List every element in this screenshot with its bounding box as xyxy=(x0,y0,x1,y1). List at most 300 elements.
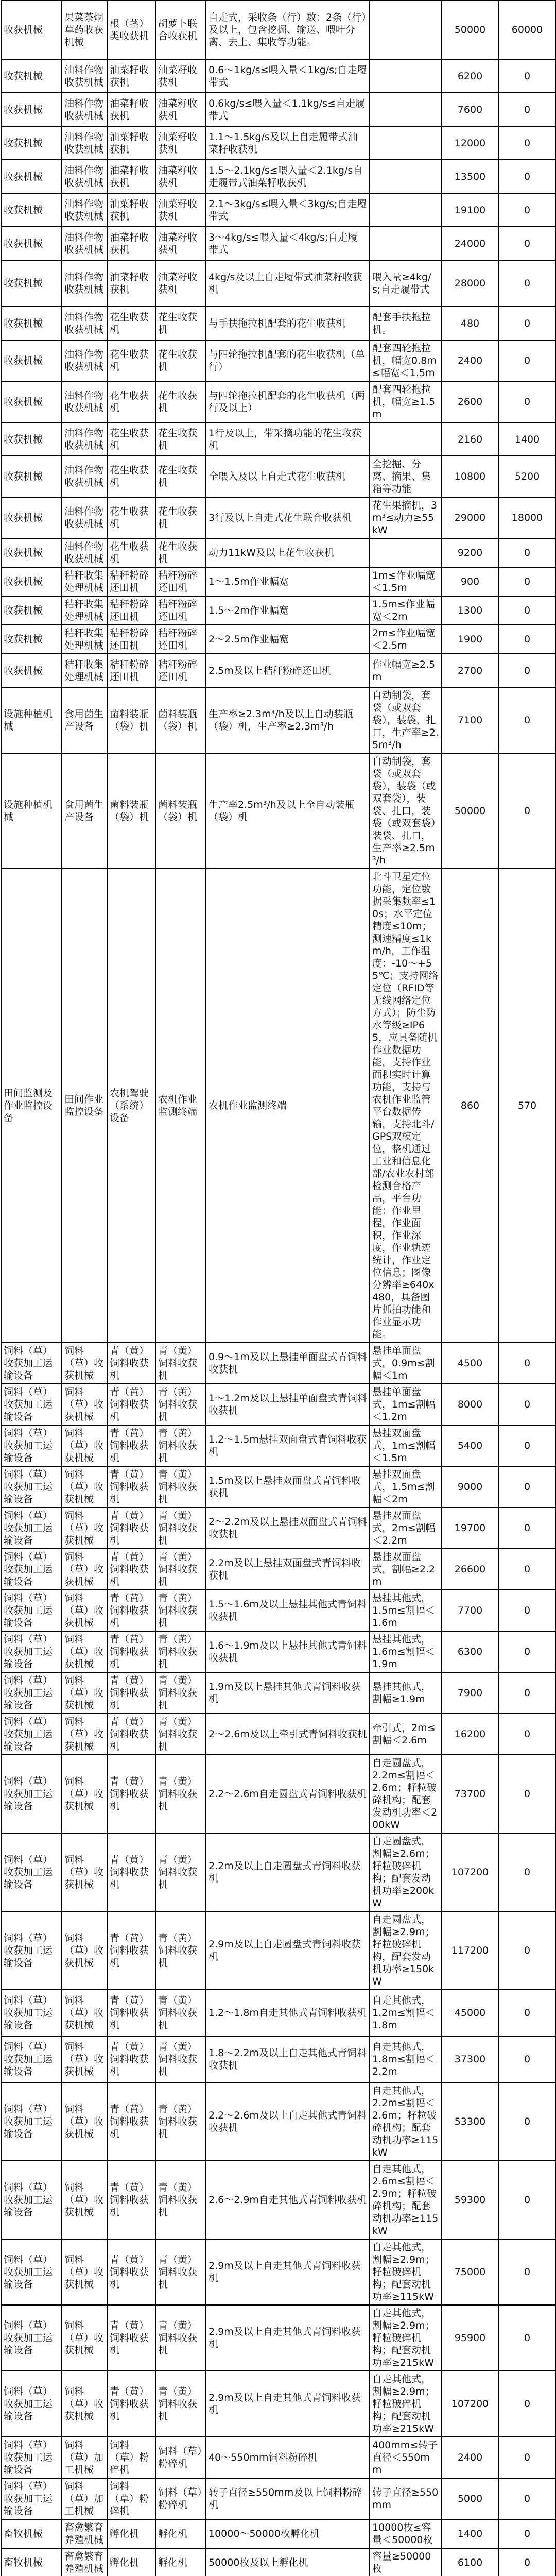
table-cell: 6200 xyxy=(442,59,498,93)
table-cell: 油料作物收获机械 xyxy=(62,340,107,381)
table-row xyxy=(1,1911,556,1990)
table-cell: 胡萝卜联合收获机 xyxy=(155,1,206,59)
table-cell: 配套四轮拖拉机，幅宽0.8m≤幅宽＜1.5m xyxy=(370,340,442,381)
table-cell: 饲料（草）粉碎机 xyxy=(155,2478,206,2519)
table-cell: 油菜籽收获机 xyxy=(107,59,155,93)
table-cell: 18000 xyxy=(498,497,556,538)
table-cell: 0 xyxy=(498,1672,556,1714)
table-cell: 0 xyxy=(498,1425,556,1466)
table-cell: 0 xyxy=(498,753,556,869)
table-cell: 9200 xyxy=(442,538,498,567)
table-cell: 0 xyxy=(498,2161,556,2239)
table-cell: 饲料（草）收获机械 xyxy=(62,2239,107,2305)
table-cell: 饲料（草）收获机械 xyxy=(62,1833,107,1911)
table-cell: 自走圆盘式，2.2m≤割幅＜2.6m；籽粒破碎机构；配套发动机功率＜200kW xyxy=(370,1755,442,1833)
table-cell: 饲料（草）收获加工运输设备 xyxy=(1,2305,62,2371)
table-cell: 自走其他式，1.8m≤割幅＜2.2m xyxy=(370,2036,442,2082)
table-cell: 0 xyxy=(498,160,556,193)
table-cell: 0 xyxy=(498,1466,556,1507)
table-cell: 油料作物收获机械 xyxy=(62,260,107,307)
table-row xyxy=(1,1672,556,1714)
table-cell: 自动制袋，套袋（或双套袋），装袋，扎口，生产率≥2.5m³/h xyxy=(370,687,442,753)
table-cell: 0 xyxy=(498,2082,556,2161)
table-cell: 油菜籽收获机 xyxy=(155,193,206,227)
table-row xyxy=(1,2161,556,2239)
table-cell: 饲料（草）收获加工运输设备 xyxy=(1,1343,62,1384)
table-cell: 饲料（草）收获加工运输设备 xyxy=(1,1425,62,1466)
table-cell: 860 xyxy=(442,869,498,1343)
table-cell: 油料作物收获机械 xyxy=(62,307,107,340)
table-cell: 花生收获机 xyxy=(107,307,155,340)
table-cell: 13500 xyxy=(442,160,498,193)
table-cell: 0 xyxy=(498,126,556,160)
table-row xyxy=(1,126,556,160)
table-cell: 容量≥50000枚 xyxy=(370,2548,442,2576)
table-cell: 50000 xyxy=(442,1,498,59)
table-cell: 悬挂单面盘式，0.9m≤割幅＜1m xyxy=(370,1343,442,1384)
table-cell: 饲料（草）收获加工运输设备 xyxy=(1,2082,62,2161)
table-cell xyxy=(370,227,442,260)
table-cell: 5400 xyxy=(442,1425,498,1466)
table-cell: 饲料（草）收获加工运输设备 xyxy=(1,2371,62,2437)
table-cell: 0 xyxy=(498,1384,556,1425)
table-cell: 1.5～1.6m及以上悬挂其他式青饲料收获机 xyxy=(206,1590,370,1631)
table-cell: 2～2.2m及以上悬挂双面盘式青饲料收获机 xyxy=(206,1507,370,1549)
table-cell: 孵化机 xyxy=(155,2519,206,2548)
table-cell xyxy=(370,193,442,227)
table-cell: 收获机械 xyxy=(1,1,62,59)
table-cell xyxy=(370,538,442,567)
table-cell: 0 xyxy=(498,1833,556,1911)
table-cell: 与四轮拖拉机配套的花生收获机（单行） xyxy=(206,340,370,381)
table-row xyxy=(1,654,556,687)
table-cell: 秸秆粉碎还田机 xyxy=(107,567,155,596)
table-cell: 油菜籽收获机 xyxy=(155,126,206,160)
table-cell: 青（黄）饲料收获机 xyxy=(107,2161,155,2239)
table-cell: 油菜籽收获机 xyxy=(107,93,155,126)
table-cell: 饲料（草）收获机械 xyxy=(62,1507,107,1549)
table-cell: 19100 xyxy=(442,193,498,227)
table-cell: 饲料（草）收获加工运输设备 xyxy=(1,1466,62,1507)
table-cell: 2.2m及以上悬挂双面盘式青饲料收获机 xyxy=(206,1549,370,1590)
table-cell: 悬挂其他式，割幅≥1.9m xyxy=(370,1672,442,1714)
table-cell: 饲料（草）收获机械 xyxy=(62,1990,107,2036)
table-row xyxy=(1,753,556,869)
table-cell: 饲料（草）加工机械 xyxy=(62,2437,107,2478)
table-cell: 秸秆粉碎还田机 xyxy=(155,596,206,625)
table-cell: 花生收获机 xyxy=(107,422,155,456)
table-cell: 悬挂双面盘式，1.5m≤割幅＜2m xyxy=(370,1466,442,1507)
table-cell: 73700 xyxy=(442,1755,498,1833)
table-cell: 秸秆收集处理机械 xyxy=(62,596,107,625)
table-cell: 75000 xyxy=(442,2239,498,2305)
table-cell: 2.6～2.9m自走其他式青饲料收获机 xyxy=(206,2161,370,2239)
table-cell: 秸秆收集处理机械 xyxy=(62,567,107,596)
table-cell: 青（黄）饲料收获机 xyxy=(107,2036,155,2082)
table-cell: 2600 xyxy=(442,381,498,422)
table-cell: 收获机械 xyxy=(1,422,62,456)
table-cell: 0.9～1m及以上悬挂单面盘式青饲料收获机 xyxy=(206,1343,370,1384)
table-cell: 107200 xyxy=(442,1833,498,1911)
table-cell: 青（黄）饲料收获机 xyxy=(155,2036,206,2082)
table-cell: 107200 xyxy=(442,2371,498,2437)
table-cell: 1～1.5m作业幅宽 xyxy=(206,567,370,596)
table-cell: 菌料装瓶（袋）机 xyxy=(107,687,155,753)
table-cell: 饲料（草）收获加工运输设备 xyxy=(1,1384,62,1425)
table-cell: 8000 xyxy=(442,1384,498,1425)
table-cell: 全喂入及以上自走式花生收获机 xyxy=(206,456,370,497)
table-cell: 自走其他式，2.2m≤割幅＜2.6m；籽粒破碎机构；配套动机功率≥115kW xyxy=(370,2082,442,2161)
table-row xyxy=(1,2519,556,2548)
table-cell xyxy=(370,59,442,93)
table-cell: 配套手扶拖拉机。 xyxy=(370,307,442,340)
table-cell: 青（黄）饲料收获机 xyxy=(155,1590,206,1631)
table-cell: 570 xyxy=(498,869,556,1343)
table-cell: 饲料（草）收获机械 xyxy=(62,1343,107,1384)
table-cell: 花生收获机 xyxy=(155,422,206,456)
table-cell: 花生收获机 xyxy=(155,456,206,497)
table-cell: 饲料（草）收获加工运输设备 xyxy=(1,1911,62,1990)
table-cell: 油菜籽收获机 xyxy=(155,227,206,260)
table-row xyxy=(1,625,556,654)
table-cell: 果菜茶烟草药收获机械 xyxy=(62,1,107,59)
table-cell: 油菜籽收获机 xyxy=(155,93,206,126)
table-cell: 油菜籽收获机 xyxy=(107,160,155,193)
table-cell: 青（黄）饲料收获机 xyxy=(155,1755,206,1833)
table-cell: 油料作物收获机械 xyxy=(62,160,107,193)
table-cell: 与四轮拖拉机配套的花生收获机（两行及以上） xyxy=(206,381,370,422)
table-cell: 0 xyxy=(498,260,556,307)
table-cell: 0 xyxy=(498,1714,556,1755)
table-cell: 菌料装瓶（袋）机 xyxy=(155,687,206,753)
table-cell: 2.1～3kg/s≤喂入量＜3kg/s;自走履带式 xyxy=(206,193,370,227)
table-cell: 9000 xyxy=(442,1466,498,1507)
table-cell: 0 xyxy=(498,1549,556,1590)
table-row xyxy=(1,422,556,456)
table-cell: 自走式，采收条（行）数：2条（行）及以上，包含挖掘、输送、喂叶分离、去土、集收等功能。 xyxy=(206,1,370,59)
table-cell: 0 xyxy=(498,654,556,687)
table-cell: 1m≤作业幅宽＜1.5m xyxy=(370,567,442,596)
table-cell: 0 xyxy=(498,2519,556,2548)
table-cell: 青（黄）饲料收获机 xyxy=(155,1631,206,1672)
table-cell: 饲料（草）收获机械 xyxy=(62,1425,107,1466)
table-cell: 自走其他式，2.6m≤割幅＜2.9m；籽粒破碎机构；配套动机功率≥115kW xyxy=(370,2161,442,2239)
table-cell: 饲料（草）收获加工运输设备 xyxy=(1,1590,62,1631)
table-cell: 畜牧机械 xyxy=(1,2519,62,2548)
table-cell: 1900 xyxy=(442,625,498,654)
table-cell: 青（黄）饲料收获机 xyxy=(107,1425,155,1466)
table-cell: 青（黄）饲料收获机 xyxy=(107,2305,155,2371)
table-row xyxy=(1,497,556,538)
table-cell: 青（黄）饲料收获机 xyxy=(155,2371,206,2437)
table-cell: 悬挂其他式，1.6m≤割幅＜1.9m xyxy=(370,1631,442,1672)
table-cell: 收获机械 xyxy=(1,596,62,625)
table-cell: 400mm≤转子直径＜550mm xyxy=(370,2437,442,2478)
table-cell: 0 xyxy=(498,93,556,126)
table-row xyxy=(1,1507,556,1549)
table-cell: 油菜籽收获机 xyxy=(107,126,155,160)
table-cell: 畜禽繁育养殖机械 xyxy=(62,2519,107,2548)
table-cell: 收获机械 xyxy=(1,193,62,227)
table-cell: 0 xyxy=(498,227,556,260)
table-cell: 青（黄）饲料收获机 xyxy=(155,1507,206,1549)
table-cell: 2700 xyxy=(442,654,498,687)
table-cell: 2～2.5m作业幅宽 xyxy=(206,625,370,654)
table-cell: 孵化机 xyxy=(107,2548,155,2576)
table-cell: 青（黄）饲料收获机 xyxy=(155,2082,206,2161)
table-cell: 饲料（草）收获机械 xyxy=(62,1911,107,1990)
table-cell: 油料作物收获机械 xyxy=(62,497,107,538)
table-cell: 37300 xyxy=(442,2036,498,2082)
table-cell: 饲料（草）收获机械 xyxy=(62,1714,107,1755)
table-cell: 青（黄）饲料收获机 xyxy=(107,1590,155,1631)
table-cell: 2.2m及以上自走圆盘式青饲料收获机 xyxy=(206,1833,370,1911)
table-cell: 饲料（草）收获机械 xyxy=(62,2371,107,2437)
table-cell: 油料作物收获机械 xyxy=(62,193,107,227)
table-cell: 2.5m及以上秸秆粉碎还田机 xyxy=(206,654,370,687)
table-cell: 油料作物收获机械 xyxy=(62,93,107,126)
table-cell: 28000 xyxy=(442,260,498,307)
table-cell: 1.5m≤作业幅宽＜2m xyxy=(370,596,442,625)
table-cell: 6300 xyxy=(442,1631,498,1672)
table-cell: 食用菌生产设备 xyxy=(62,687,107,753)
table-cell: 1.8～2.2m及以上自走其他式青饲料收获机 xyxy=(206,2036,370,2082)
table-cell: 2400 xyxy=(442,340,498,381)
table-row xyxy=(1,1343,556,1384)
table-cell: 花生收获机 xyxy=(107,538,155,567)
table-cell: 3～4kg/s≤喂入量＜4kg/s;自走履带式 xyxy=(206,227,370,260)
table-cell: 10800 xyxy=(442,456,498,497)
table-cell: 0 xyxy=(498,2239,556,2305)
table-cell: 0 xyxy=(498,381,556,422)
table-row xyxy=(1,1755,556,1833)
table-cell: 农机作业监测终端 xyxy=(155,869,206,1343)
table-row xyxy=(1,538,556,567)
table-cell: 油料作物收获机械 xyxy=(62,126,107,160)
table-cell: 生产率≥2.3m³/h及以上自动装瓶（袋）机，生产率≥2.3m³/h xyxy=(206,687,370,753)
table-cell: 29000 xyxy=(442,497,498,538)
table-cell: 作业幅宽≥2.5m xyxy=(370,654,442,687)
table-row xyxy=(1,1,556,59)
table-cell: 青（黄）饲料收获机 xyxy=(107,1755,155,1833)
table-cell: 1～1.2m及以上悬挂单面盘式青饲料收获机 xyxy=(206,1384,370,1425)
table-cell: 青（黄）饲料收获机 xyxy=(107,2371,155,2437)
table-cell: 青（黄）饲料收获机 xyxy=(155,1549,206,1590)
table-cell: 2.9m及以上自走圆盘式青饲料收获机 xyxy=(206,1911,370,1990)
table-cell: 饲料（草）收获加工运输设备 xyxy=(1,1755,62,1833)
table-cell: 饲料（草）收获加工运输设备 xyxy=(1,1507,62,1549)
table-cell: 自走圆盘式，割幅≥2.6m；籽粒破碎机构；配套发动机功率≥200kW xyxy=(370,1833,442,1911)
table-cell: 畜牧机械 xyxy=(1,2548,62,2576)
table-row xyxy=(1,1466,556,1507)
table-cell: 480 xyxy=(442,307,498,340)
table-cell: 自走其他式，割幅≥2.9m；籽粒破碎机构；配套动机功率≥215kW xyxy=(370,2305,442,2371)
table-cell: 田间作业监控设备 xyxy=(62,869,107,1343)
table-cell: 0 xyxy=(498,567,556,596)
table-cell: 1.9m及以上悬挂其他式青饲料收获机 xyxy=(206,1672,370,1714)
table-cell: 油料作物收获机械 xyxy=(62,227,107,260)
table-cell: 饲料（草）收获机械 xyxy=(62,2082,107,2161)
table-cell: 饲料（草）收获加工运输设备 xyxy=(1,1631,62,1672)
table-cell: 0 xyxy=(498,1990,556,2036)
table-cell: 收获机械 xyxy=(1,260,62,307)
table-cell: 花生收获机 xyxy=(107,497,155,538)
table-cell: 收获机械 xyxy=(1,654,62,687)
table-cell: 饲料（草）收获机械 xyxy=(62,1590,107,1631)
table-cell: 饲料（草）收获机械 xyxy=(62,1755,107,1833)
table-cell: 秸秆粉碎还田机 xyxy=(107,654,155,687)
table-cell: 油菜籽收获机 xyxy=(155,59,206,93)
table-cell: 收获机械 xyxy=(1,497,62,538)
table-cell: 12000 xyxy=(442,126,498,160)
machinery-subsidy-table xyxy=(1,0,556,2576)
table-cell: 菌料装瓶（袋）机 xyxy=(155,753,206,869)
table-cell: 1.5m及以上悬挂双面盘式青饲料收获机 xyxy=(206,1466,370,1507)
table-cell: 畜禽繁育养殖机械 xyxy=(62,2548,107,2576)
table-cell: 青（黄）饲料收获机 xyxy=(107,1343,155,1384)
table-cell: 7100 xyxy=(442,687,498,753)
table-cell: 花生收获机 xyxy=(107,381,155,422)
table-cell: 青（黄）饲料收获机 xyxy=(107,1466,155,1507)
table-cell: 收获机械 xyxy=(1,381,62,422)
table-cell: 收获机械 xyxy=(1,160,62,193)
table-cell: 秸秆粉碎还田机 xyxy=(155,625,206,654)
table-cell: 秸秆粉碎还田机 xyxy=(107,596,155,625)
table-row xyxy=(1,193,556,227)
table-row xyxy=(1,1590,556,1631)
table-row xyxy=(1,596,556,625)
table-row xyxy=(1,1425,556,1466)
table-cell: 油料作物收获机械 xyxy=(62,59,107,93)
table-cell: 5200 xyxy=(498,456,556,497)
table-cell: 饲料（草）收获加工运输设备 xyxy=(1,1833,62,1911)
table-cell: 饲料（草）收获加工运输设备 xyxy=(1,2036,62,2082)
table-row xyxy=(1,307,556,340)
table-cell: 0.6kg/s≤喂入量＜1.1kg/s≤自走履带式 xyxy=(206,93,370,126)
table-cell: 青（黄）饲料收获机 xyxy=(155,1990,206,2036)
table-row xyxy=(1,1833,556,1911)
table-cell: 饲料（草）粉碎机 xyxy=(155,2437,206,2478)
table-row xyxy=(1,2082,556,2161)
table-cell: 饲料（草）收获机械 xyxy=(62,2161,107,2239)
table-row xyxy=(1,160,556,193)
table-cell: 孵化机 xyxy=(107,2519,155,2548)
table-cell: 油料作物收获机械 xyxy=(62,538,107,567)
table-cell: 全挖掘、分离、摘果、集箱等功能 xyxy=(370,456,442,497)
table-cell: 饲料（草）收获加工运输设备 xyxy=(1,2437,62,2478)
table-cell: 60000 xyxy=(498,1,556,59)
table-cell: 花生收获机 xyxy=(155,307,206,340)
table-cell: 孵化机 xyxy=(155,2548,206,2576)
table-cell: 青（黄）饲料收获机 xyxy=(155,1343,206,1384)
table-cell: 1.6～1.9m及以上悬挂其他式青饲料收获机 xyxy=(206,1631,370,1672)
table-cell: 转子直径≥550mm xyxy=(370,2478,442,2519)
table-cell: 0 xyxy=(498,1755,556,1833)
table-cell: 油菜籽收获机 xyxy=(107,193,155,227)
table-cell: 青（黄）饲料收获机 xyxy=(107,1911,155,1990)
table-cell: 秸秆收集处理机械 xyxy=(62,625,107,654)
table-cell: 青（黄）饲料收获机 xyxy=(155,2161,206,2239)
table-cell: 0 xyxy=(498,307,556,340)
table-cell: 0 xyxy=(498,2371,556,2437)
table-cell: 0 xyxy=(498,193,556,227)
table-cell xyxy=(370,422,442,456)
table-cell: 59300 xyxy=(442,2161,498,2239)
table-cell xyxy=(370,160,442,193)
table-cell: 45000 xyxy=(442,1990,498,2036)
table-cell: 10000枚≤容量＜50000枚 xyxy=(370,2519,442,2548)
table-cell: 1.2～1.8m自走其他式青饲料收获机 xyxy=(206,1990,370,2036)
table-cell: 0 xyxy=(498,1343,556,1384)
table-row xyxy=(1,1631,556,1672)
table-cell: 收获机械 xyxy=(1,59,62,93)
table-cell: 收获机械 xyxy=(1,567,62,596)
table-cell: 饲料（草）收获机械 xyxy=(62,2305,107,2371)
table-cell: 0 xyxy=(498,2305,556,2371)
table-cell: 7900 xyxy=(442,1672,498,1714)
table-cell: 青（黄）饲料收获机 xyxy=(107,2239,155,2305)
table-row xyxy=(1,1990,556,2036)
table-cell: 2.2～2.6m及以上自走其他式青饲料收获机 xyxy=(206,2082,370,2161)
table-cell: 生产率2.5m³/h及以上全自动装瓶（袋）机 xyxy=(206,753,370,869)
table-cell: 农机作业监测终端 xyxy=(206,869,370,1343)
table-cell: 油料作物收获机械 xyxy=(62,422,107,456)
table-cell: 收获机械 xyxy=(1,538,62,567)
table-row xyxy=(1,93,556,126)
table-cell: 青（黄）饲料收获机 xyxy=(107,2082,155,2161)
table-cell: 饲料（草）加工机械 xyxy=(62,2478,107,2519)
table-cell xyxy=(370,126,442,160)
table-cell: 0 xyxy=(498,1507,556,1549)
table-cell: 花生收获机 xyxy=(155,538,206,567)
table-cell: 菌料装瓶（袋）机 xyxy=(107,753,155,869)
table-cell: 与手扶拖拉机配套的花生收获机 xyxy=(206,307,370,340)
table-cell: 青（黄）饲料收获机 xyxy=(155,1714,206,1755)
table-cell: 0.6～1kg/s≤喂入量＜1kg/s;自走履带式 xyxy=(206,59,370,93)
table-cell: 0 xyxy=(498,340,556,381)
table-cell: 北斗卫星定位功能，定位数据采集频率≤10s；水平定位精度≤10m；测速精度≤1km/h，工作温度：-10～+55℃；支持网络定位（RFID等无线网络定位方式）；防尘防水等级≥IP65，应具备随机作业数据功能，支持作业面积实时计算功能，支持与农机作业监管平台数据传输，支持北斗/GPS双模定位，整机通过工业和信息化部/农业农村部检测合格产品，平台功能：作业里程，作业面积，作业深度，作业轨迹统计，作业定位信息；图像分辨率≥640x480，具备图片抓拍功能和作业显示功能。 xyxy=(370,869,442,1343)
table-cell: 16200 xyxy=(442,1714,498,1755)
table-cell: 自走其他式，割幅≥2.9m；籽粒破碎机构；配套动机功率≥115kW xyxy=(370,2239,442,2305)
table-cell: 饲料（草）收获加工运输设备 xyxy=(1,1990,62,2036)
table-cell: 24000 xyxy=(442,227,498,260)
table-cell: 1400 xyxy=(442,2519,498,2548)
table-row xyxy=(1,2239,556,2305)
table-cell: 饲料（草）收获机械 xyxy=(62,1466,107,1507)
table-row xyxy=(1,567,556,596)
table-cell: 花生果摘机，3m³≤动力≥55kW xyxy=(370,497,442,538)
table-cell: 花生收获机 xyxy=(155,381,206,422)
table-row xyxy=(1,1549,556,1590)
table-cell: 收获机械 xyxy=(1,126,62,160)
table-cell: 青（黄）饲料收获机 xyxy=(155,2305,206,2371)
table-cell: 饲料（草）收获机械 xyxy=(62,2036,107,2082)
table-row xyxy=(1,869,556,1343)
table-cell: 自走其他式，割幅≥2.9m；籽粒破碎机构；配套动机功率≥215kW xyxy=(370,2371,442,2437)
table-cell: 收获机械 xyxy=(1,340,62,381)
table-cell: 饲料（草）收获机械 xyxy=(62,1549,107,1590)
table-cell: 0 xyxy=(498,625,556,654)
table-cell: 0 xyxy=(498,2478,556,2519)
table-cell: 青（黄）饲料收获机 xyxy=(107,1507,155,1549)
table-cell: 0 xyxy=(498,2437,556,2478)
table-cell: 秸秆粉碎还田机 xyxy=(155,654,206,687)
table-cell: 油菜籽收获机 xyxy=(155,260,206,307)
table-cell: 0 xyxy=(498,59,556,93)
table-row xyxy=(1,1714,556,1755)
table-cell: 饲料（草）收获加工运输设备 xyxy=(1,1549,62,1590)
table-row xyxy=(1,381,556,422)
